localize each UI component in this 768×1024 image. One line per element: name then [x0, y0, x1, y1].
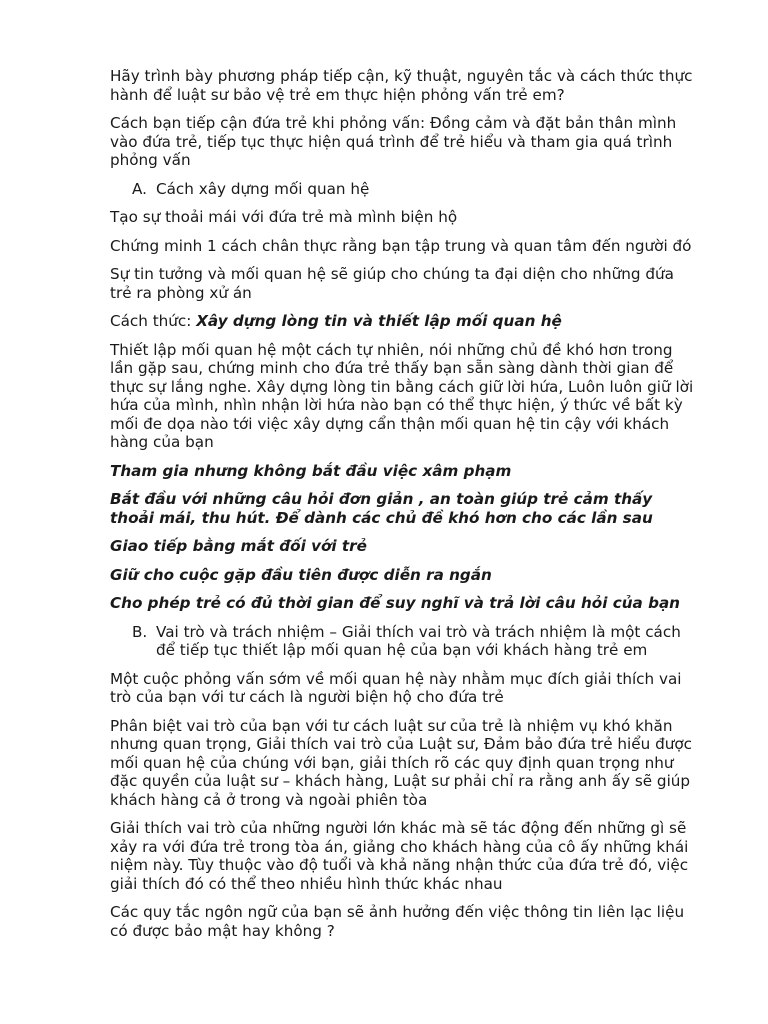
trust-paragraph: Sự tin tưởng và mối quan hệ sẽ giúp cho chúng ta đại diện cho những đứa trẻ ra phòng xử án	[110, 265, 674, 302]
question-paragraph: Hãy trình bày phương pháp tiếp cận, kỹ thuật, nguyên tắc và cách thức thực hành để luật sư bảo vệ trẻ em thực hiện phỏng vấn trẻ em?	[110, 67, 693, 104]
bold-line-2: Bắt đầu với những câu hỏi đơn giản , an toàn giúp trẻ cảm thấy thoải mái, thu hút. Để dành các chủ đề khó hơn cho các lần sau	[110, 490, 653, 527]
list-text-b: Vai trò và trách nhiệm – Giải thích vai trò và trách nhiệm là một cách để tiếp tục thiết lập mối quan hệ của bạn với khách hàng trẻ em	[156, 622, 681, 659]
other-adults-paragraph: Giải thích vai trò của những người lớn khác mà sẽ tác động đến những gì sẽ xảy ra với đứa trẻ trong tòa án, giảng cho khách hàng của cô ấy những khái niệm này. Tùy thuộc vào độ tuổi và khả năng nhận thức của đứa trẻ đó, việc giải thích đó có thể theo nhiều hình thức khác nhau	[110, 819, 689, 893]
sincerity-paragraph: Chứng minh 1 cách chân thực rằng bạn tập trung và quan tâm đến người đó	[110, 236, 692, 255]
method-bold: Xây dựng lòng tin và thiết lập mối quan hệ	[196, 312, 562, 330]
list-text-a: Cách xây dựng mối quan hệ	[156, 179, 370, 198]
list-item-a	[110, 180, 700, 199]
bold-line-3: Giao tiếp bằng mắt đối với trẻ	[110, 537, 367, 555]
bold-line-4: Giữ cho cuộc gặp đầu tiên được diễn ra ngắn	[110, 565, 492, 584]
relationship-paragraph: Thiết lập mối quan hệ một cách tự nhiên, nói những chủ đề khó hơn trong lần gặp sau, chứng minh cho đứa trẻ thấy bạn sẵn sàng dành thời gian để thực sự lắng nghe. Xây dựng lòng tin bằng cách giữ lời hứa, Luôn luôn giữ lời hứa của mình, nhìn nhận lời hứa nào bạn có thể thực hiện, ý thức về bất kỳ mối đe dọa nào tới việc xây dựng cẩn thận mối quan hệ tin cậy với khách hàng của bạn	[110, 340, 694, 451]
early-interview-paragraph: Một cuộc phỏng vấn sớm về mối quan hệ này nhằm mục đích giải thích vai trò của bạn với tư cách là người biện hộ cho đứa trẻ	[110, 669, 682, 706]
method-prefix: Cách thức:	[110, 312, 197, 330]
approach-paragraph: Cách bạn tiếp cận đứa trẻ khi phỏng vấn: Đồng cảm và đặt bản thân mình vào đứa trẻ, tiếp tục thực hiện quá trình để trẻ hiểu và tham gia quá trình phỏng vấn	[110, 114, 677, 169]
bold-line-1: Tham gia nhưng không bắt đầu việc xâm phạm	[110, 461, 512, 480]
language-rules-paragraph: Các quy tắc ngôn ngữ của bạn sẽ ảnh hưởng đến việc thông tin liên lạc liệu có được bảo mật hay không ?	[110, 903, 685, 940]
list-item-b	[110, 623, 700, 660]
bold-line-5: Cho phép trẻ có đủ thời gian để suy nghĩ và trả lời câu hỏi của bạn	[110, 594, 680, 612]
distinguish-role-paragraph: Phân biệt vai trò của bạn với tư cách luật sư của trẻ là nhiệm vụ khó khăn nhưng quan trọng, Giải thích vai trò của Luật sư, Đảm bảo đứa trẻ hiểu được mối quan hệ của chúng với bạn, giải thích rõ các quy định quan trọng như đặc quyền của luật sư – khách hàng, Luật sư phải chỉ ra rằng anh ấy sẽ giúp khách hàng cả ở trong và ngoài phiên tòa	[110, 716, 692, 809]
list-marker-a: A.	[132, 179, 147, 198]
list-marker-b: B.	[132, 622, 148, 641]
method-paragraph	[110, 312, 700, 331]
document-body	[110, 67, 700, 950]
comfort-paragraph: Tạo sự thoải mái với đứa trẻ mà mình biện hộ	[110, 208, 458, 226]
